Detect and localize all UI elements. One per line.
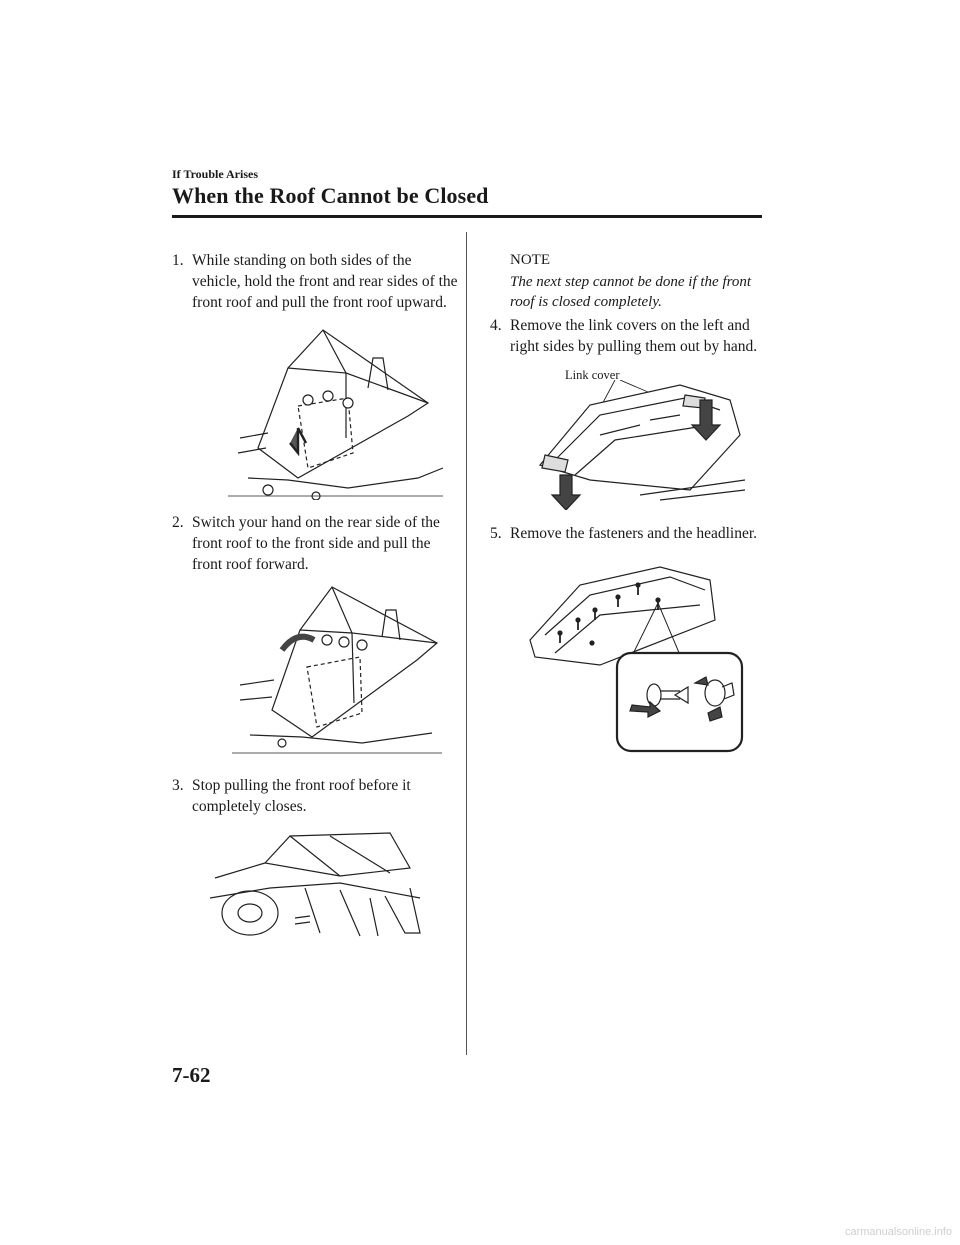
section-label: If Trouble Arises — [172, 167, 259, 181]
step-2 — [172, 512, 462, 575]
page-number: 7-62 — [172, 1063, 211, 1087]
figure-roof-pull-forward — [232, 585, 450, 755]
note-heading: NOTE — [510, 252, 550, 268]
title-rule — [172, 215, 762, 218]
step-4-number: 4. — [490, 317, 502, 334]
step-1 — [172, 250, 462, 313]
column-divider — [466, 232, 467, 1055]
link-cover-label: Link cover — [565, 368, 620, 382]
step-3 — [172, 775, 462, 817]
figure-fasteners-headliner — [520, 565, 748, 755]
step-3-number: 3. — [172, 777, 184, 794]
step-2-text: Switch your hand on the rear side of the front roof to the front side and pull the front roof forward. — [192, 514, 440, 573]
figure-roof-nearly-closed — [210, 828, 432, 938]
step-1-text: While standing on both sides of the vehicle, hold the front and rear sides of the front roof and pull the front roof upward. — [192, 252, 458, 311]
step-4 — [490, 315, 780, 357]
step-3-text: Stop pulling the front roof before it completely closes. — [192, 777, 411, 815]
step-5-number: 5. — [490, 525, 502, 542]
step-1-number: 1. — [172, 252, 184, 269]
watermark: carmanualsonline.info — [844, 1226, 952, 1238]
figure-link-covers — [520, 380, 745, 510]
step-5 — [490, 523, 780, 544]
step-5-text: Remove the fasteners and the headliner. — [510, 525, 758, 542]
note-text: The next step cannot be done if the front roof is closed completely. — [510, 274, 752, 310]
page-title: When the Roof Cannot be Closed — [172, 183, 489, 208]
figure-roof-pull-upward — [228, 328, 450, 500]
step-4-text: Remove the link covers on the left and right sides by pulling them out by hand. — [510, 317, 758, 355]
step-2-number: 2. — [172, 514, 184, 531]
